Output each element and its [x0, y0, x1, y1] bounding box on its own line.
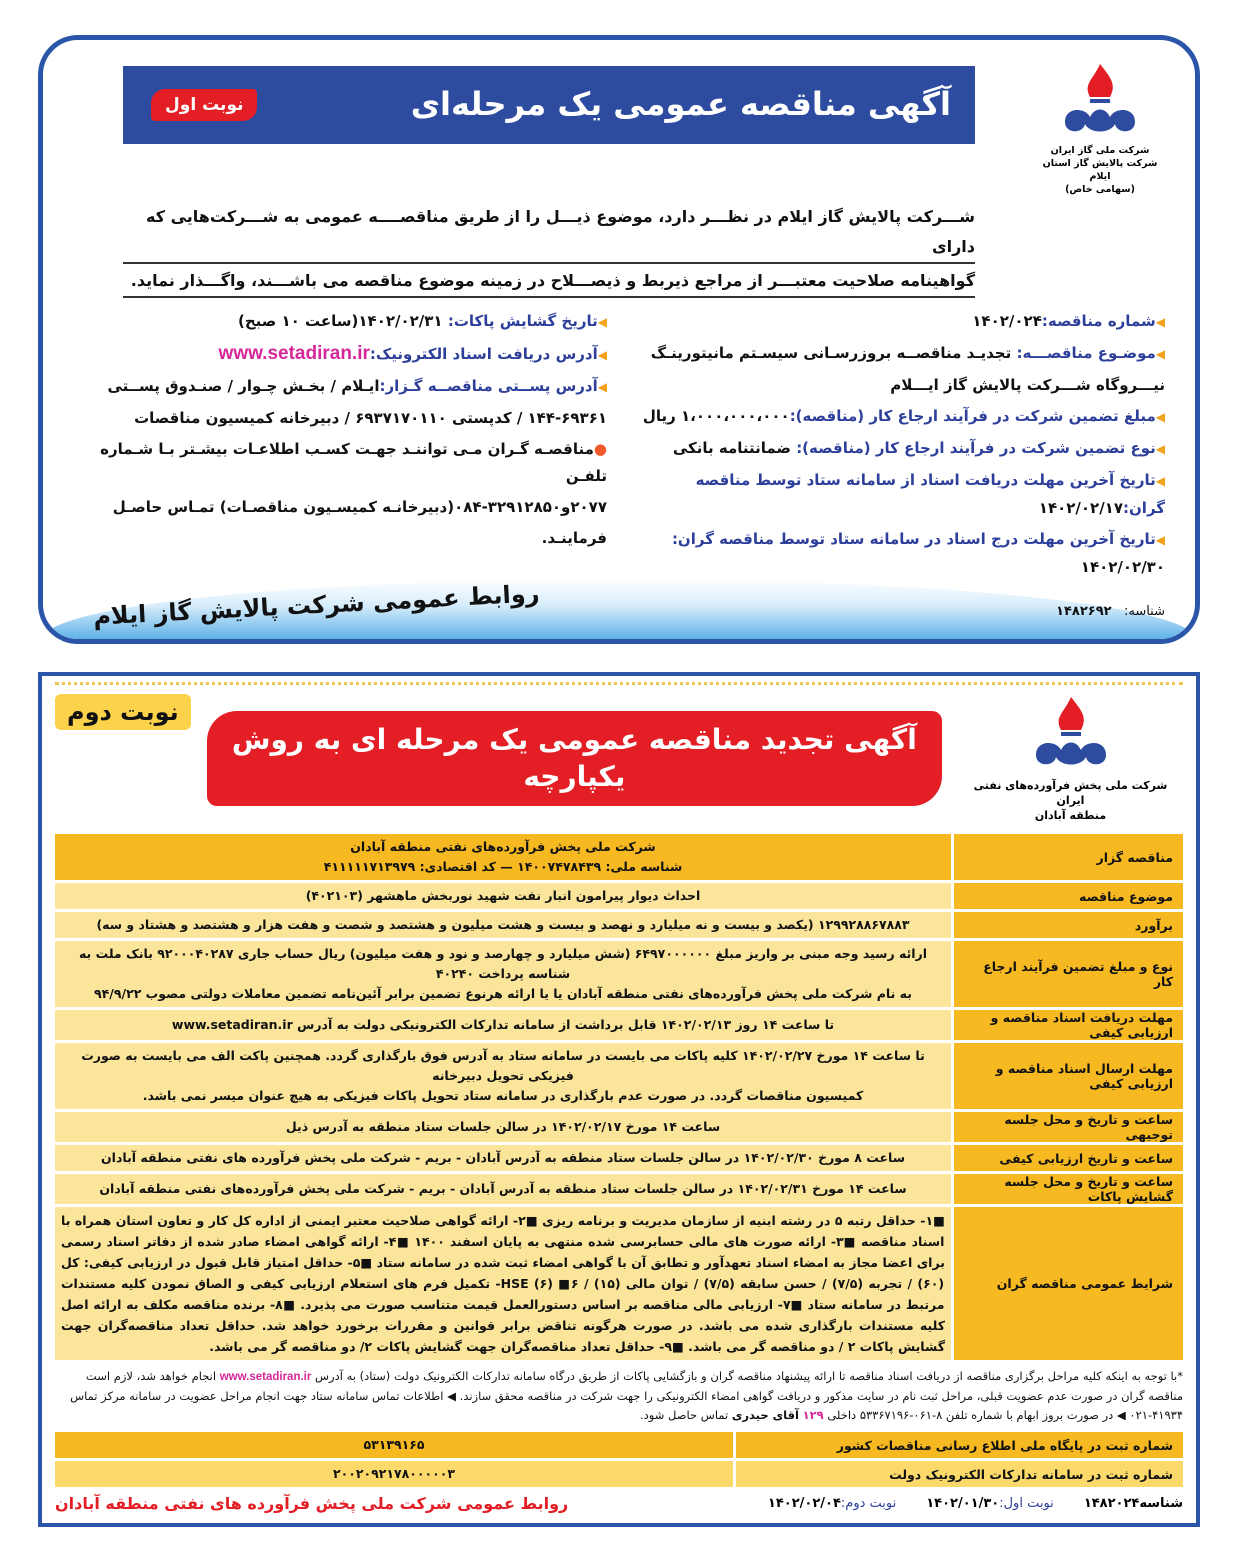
row-label: شماره ثبت در پایگاه ملی اطلاع رسانی مناقصات کشور: [733, 1432, 1183, 1458]
contact-end: فرماینـد.: [541, 529, 607, 547]
table-row: [55, 1174, 1183, 1204]
table-row: [55, 883, 1183, 909]
gas-company-logo-icon: [1055, 62, 1145, 140]
tender-ad-1: [38, 35, 1200, 644]
ad2-header: [55, 694, 1183, 823]
row-label: برآورد: [951, 912, 1183, 938]
ad1-columns: [73, 306, 1165, 583]
table-row: [55, 941, 1183, 1007]
row-label: مناقصه گزار: [951, 834, 1183, 880]
doc-receive-deadline: ◀تاریخ آخرین مهلت دریافت اسناد از سامانه ستاد توسط مناقصه گران:۱۴۰۲/۰۲/۱۷: [695, 471, 1165, 517]
table-row: [55, 1432, 1183, 1458]
row-label: ساعت و تاریخ و محل جلسه گشایش پاکات: [951, 1174, 1183, 1204]
postal-code: ۱۴۴-۶۹۳۶۱ / کدپستی ۶۹۳۷۱۷۰۱۱۰ / دبیرخانه کمیسیون مناقصات: [134, 409, 607, 427]
table-row: [55, 834, 1183, 880]
intro-line: شـــرکت پالایش گاز ایلام در نظـــر دارد، موضوع ذیـــل را از طریق مناقصــــه عمومی به شـــرکت‌هایی که دارای: [123, 202, 975, 264]
ad2-footer: [55, 1494, 1183, 1513]
ad1-left-column: [73, 306, 607, 583]
second-round-date: نوبت دوم:۱۴۰۲/۰۲/۰۴: [767, 1496, 897, 1511]
ad1-logo: [1035, 62, 1165, 196]
row-value: ساعت ۸ مورخ ۱۴۰۲/۰۲/۳۰ در سالن جلسات ستاد منطقه به آدرس آبادان - بریم - شرکت ملی پخش فرآورده های نفتی منطقه آبادان: [55, 1145, 951, 1171]
arrow-icon: ◀: [1155, 315, 1165, 329]
electronic-address: ◀آدرس دریافت اسناد الکترونیک:www.setadiran.ir: [218, 343, 607, 364]
ad1-title: آگهی مناقصه عمومی یک مرحله‌ای: [410, 85, 951, 124]
row-value: ۱۲۹۹۲۸۸۶۷۸۸۳ (یکصد و بیست و نه میلیارد و نهصد و بیست و هشت میلیون و هشتصد و شصت و هفت هزار و هشتصد و هشتاد و سه): [55, 912, 951, 938]
ad1-intro: [123, 202, 975, 298]
arrow-icon: ◀: [1155, 442, 1165, 456]
ad2-round-badge: نوبت دوم: [55, 694, 191, 730]
row-label: ساعت و تاریخ ارزیابی کیفی: [951, 1145, 1183, 1171]
logo-line: (سهامی خاص): [1065, 184, 1135, 195]
opening-date: ◀تاریخ گشایش پاکات: ۱۴۰۲/۰۲/۳۱(ساعت ۱۰ صبح): [237, 312, 607, 330]
row-label: مهلت دریافت اسناد مناقصه و ارزیابی کیفی: [951, 1010, 1183, 1040]
doc-submit-deadline: ◀تاریخ آخرین مهلت درج اسناد در سامانه ستاد توسط مناقصه گران: ۱۴۰۲/۰۲/۳۰: [671, 530, 1165, 576]
row-value: تا ساعت ۱۴ مورخ ۱۴۰۲/۰۲/۲۷ کلیه پاکات می بایست در سامانه ستاد به آدرس فوق بارگذاری گردد. همچنین پاکت الف می بایست به صورت فیزیکی تحویل دبیرخانه کمیسیون مناقصات گردد. در صورت عدم بارگذاری در سامانه ستاد تحویل پاکات فیزیکی به هیچ عنوان میسر نمی باشد.: [55, 1043, 951, 1109]
ad1-header: [73, 62, 1165, 196]
first-round-date: نوبت اول:۱۴۰۲/۰۱/۳۰: [926, 1496, 1054, 1511]
row-value: ۲۰۰۲۰۹۲۱۷۸۰۰۰۰۰۳: [55, 1461, 733, 1487]
arrow-icon: ◀: [1155, 410, 1165, 424]
setadiran-link[interactable]: www.setadiran.ir: [218, 343, 370, 364]
arrow-icon: ◀: [597, 380, 607, 394]
row-value: ساعت ۱۴ مورخ ۱۴۰۲/۰۲/۳۱ در سالن جلسات ستاد منطقه به آدرس آبادان - بریم - شرکت ملی پخش فرآورده‌های نفتی منطقه آبادان: [55, 1174, 951, 1204]
row-label: شرایط عمومی مناقصه گران: [951, 1207, 1183, 1360]
logo-line: منطقه آبادان: [1034, 809, 1107, 822]
arrow-icon: ◀: [1155, 533, 1165, 547]
table-row: [55, 1010, 1183, 1040]
setadiran-link[interactable]: www.setadiran.ir: [219, 1371, 312, 1383]
table-row: [55, 1207, 1183, 1360]
ad1-right-column: [631, 306, 1165, 583]
tender-details-table: [55, 831, 1183, 1363]
row-value: تا ساعت ۱۴ روز ۱۴۰۲/۰۲/۱۳ قابل برداشت از سامانه تدارکات الکترونیکی دولت به آدرس www.setadiran.ir: [55, 1010, 951, 1040]
row-value: شرکت ملی پخش فرآورده‌های نفتی منطقه آبادان شناسه ملی: ۱۴۰۰۷۴۷۸۴۳۹ — کد اقتصادی: ۴۱۱۱۱۱۷۱۳۹۷۹: [55, 834, 951, 880]
row-label: نوع و مبلغ تضمین فرآیند ارجاع کار: [951, 941, 1183, 1007]
bullet-icon: ●: [593, 440, 607, 458]
row-value: ۵۳۱۳۹۱۶۵: [55, 1432, 733, 1458]
ad1-content: [73, 62, 1165, 631]
row-label: مهلت ارسال اسناد مناقصه و ارزیابی کیفی: [951, 1043, 1183, 1109]
row-value: ■۱- حداقل رتبه ۵ در رشته ابنیه از سازمان مدیریت و برنامه ریزی ■۲- ارائه گواهی صلاحیت معتبر ایمنی از اداره کل کار و تعاون استان همراه با اسناد مناقصه ■۳- ارائه صورت های مالی حسابرسی شده منتهی به پایان اسفند ۱۴۰۰ ■۴- ارائه گواهی امضاء صادر شده از دفاتر اسناد رسمی برای اعضا مجاز به امضاء اسناد تعهدآور و تطابق آن با گواهی امضاء ثبت شده در سامانه ستاد ■۵- حداقل امتیاز قابل قبول در ارزیابی کیفی: کل (۶۰) / تجربه (۷/۵) / حسن سابقه (۷/۵) / توان مالی (۱۵) / HSE (۶) ■۶- تکمیل فرم های استعلام ارزیابی کیفی و الصاق نمودن کلیه مستندات مرتبط در سامانه ستاد ■۷- ارزیابی مالی مناقصه بر اساس دستورالعمل قیمت متناسب صورت می پذیرد. ■۸- برنده مناقصه مکلف به ارائه اصل کلیه مستندات بارگذاری شده می باشد. در صورت هرگونه تناقض برابر قوانین و مقررات برخورد خواهد شد. حداقل تعداد مناقصه‌گران جهت گشایش پاکات ۲ / دو مناقصه گر می باشد. ■۹- حداقل تعداد مناقصه‌گران جهت گشایش پاکات ۲/ دو مناقصه گر می باشد.: [55, 1207, 951, 1360]
logo-line: شرکت پالایش گاز استان ایلام: [1042, 158, 1158, 182]
ad1-id: شناسه: ۱۴۸۲۶۹۲: [1056, 604, 1165, 619]
ad2-notes: *با توجه به اینکه کلیه مراحل برگزاری مناقصه از دریافت اسناد مناقصه تا ارائه پیشنهاد مناقصه گران و بازگشایی پاکات از طریق درگاه سامانه تدارکات الکترونیک دولت (ستاد) به آدرس www.setadiran.ir انجام خواهد شد، لازم است مناقصه گران در صورت عدم عضویت قبلی، مراحل ثبت نام در سایت مذکور و دریافت گواهی امضاء الکترونیکی را جهت شرکت در مناقصه محقق سازند. ◀ اطلاعات تماس سامانه ستاد جهت انجام مراحل عضویت در سامانه مرکز تماس ۴۱۹۳۴-۰۲۱ ◀ در صورت بروز ابهام با شماره تلفن ۸-۰۶۱-۵۳۳۶۷۱۹۶ داخلی ۱۲۹ آقای حیدری تماس حاصل شود.: [70, 1369, 1183, 1422]
arrow-icon: ◀: [1155, 474, 1165, 488]
arrow-icon: ◀: [597, 348, 607, 362]
oil-products-logo-icon: [1026, 694, 1116, 774]
ad2-logo: [958, 694, 1183, 823]
dotted-divider: [55, 682, 1183, 686]
logo-line: شرکت ملی پخش فرآورده‌های نفتی ایران: [973, 779, 1168, 807]
table-row: [55, 1145, 1183, 1171]
ad1-round-badge: نوبت اول: [151, 89, 257, 121]
row-label: موضوع مناقصه: [951, 883, 1183, 909]
ad2-id: شناسه۱۴۸۲۰۲۴: [1083, 1496, 1183, 1511]
registration-table: [55, 1429, 1183, 1490]
row-value: ارائه رسید وجه مبنی بر واریز مبلغ ۶۴۹۷۰۰۰۰۰۰ (شش میلیارد و چهارصد و نود و هفت میلیون) ریال حساب جاری ۹۲۰۰۰۴۰۲۸۷ بانک ملت به شناسه پرداخت ۴۰۲۴۰ به نام شرکت ملی پخش فرآورده‌های نفتی منطقه آبادان یا یا ارائه هرنوع تضمین برابر آئین‌نامه تضمین معاملات دولتی مصوب ۹۴/۹/۲۲: [55, 941, 951, 1007]
arrow-icon: ◀: [597, 315, 607, 329]
tender-number: ◀شماره مناقصه:۱۴۰۲/۰۲۴: [972, 312, 1165, 330]
tender-subject: ◀موضـوع مناقصـــه: تجدیـد مناقصــه بروزرسـانی سیسـتم مانیتورینـگ: [650, 344, 1165, 362]
table-row: [55, 1461, 1183, 1487]
row-label: ساعت و تاریخ و محل جلسه توجیهی: [951, 1112, 1183, 1142]
row-value: احداث دیوار پیرامون انبار نفت شهید نوربخش ماهشهر (۴۰۲۱۰۳): [55, 883, 951, 909]
row-label: شماره ثبت در سامانه تدارکات الکترونیک دولت: [733, 1461, 1183, 1487]
ad2-signature: روابط عمومی شرکت ملی پخش فرآورده های نفتی منطقه آبادان: [55, 1494, 569, 1513]
table-row: [55, 1043, 1183, 1109]
row-value: ساعت ۱۴ مورخ ۱۴۰۲/۰۲/۱۷ در سالن جلسات ستاد منطقه به آدرس ذیل: [55, 1112, 951, 1142]
ad2-title: آگهی تجدید مناقصه عمومی یک مرحله ای به روش یکپارچه: [231, 723, 917, 793]
logo-line: شرکت ملی گاز ایران: [1050, 145, 1150, 156]
intro-line: گواهینامه صلاحیت معتبـــر از مراجع ذیربط و ذیصـــلاح در زمینه موضوع مناقصه می باشـــند، واگـــذار نماید.: [123, 266, 975, 298]
contact-phone: ۲۰۷۷و۳۲۹۱۲۸۵۰-۰۸۴(دبیرخانـه کمیسـیون مناقصـات) تمـاس حاصـل: [112, 498, 607, 516]
table-row: [55, 912, 1183, 938]
guarantee-amount: ◀مبلغ تضمین شرکت در فرآیند ارجاع کار (مناقصه):۱،۰۰۰،۰۰۰،۰۰۰ ریال: [642, 407, 1165, 425]
ad2-title-banner: [207, 711, 942, 806]
tender-subject-cont: نیـــروگاه شـــرکت پالایش گاز ایـــلام: [890, 376, 1165, 394]
ad1-signature: روابط عمومی شرکت پالایش گاز ایلام: [92, 579, 541, 631]
guarantee-type: ◀نوع تضمین شرکت در فرآیند ارجاع کار (مناقصه): ضمانتنامه بانکی: [672, 439, 1165, 457]
tender-ad-2: [38, 672, 1200, 1527]
table-row: [55, 1112, 1183, 1142]
ad1-title-banner: [123, 66, 975, 144]
postal-address: ◀آدرس پســتی مناقصــه گـزار:ایـلام / بخـش چـوار / صنـدوق پســتی: [107, 377, 607, 395]
arrow-icon: ◀: [1155, 347, 1165, 361]
contact-info: ●مناقصـه گـران مـی تواننـد جهـت کسـب اطلاعـات بیشـتر بـا شـماره تلفـن: [100, 440, 607, 485]
ad1-footer: [73, 579, 1165, 631]
